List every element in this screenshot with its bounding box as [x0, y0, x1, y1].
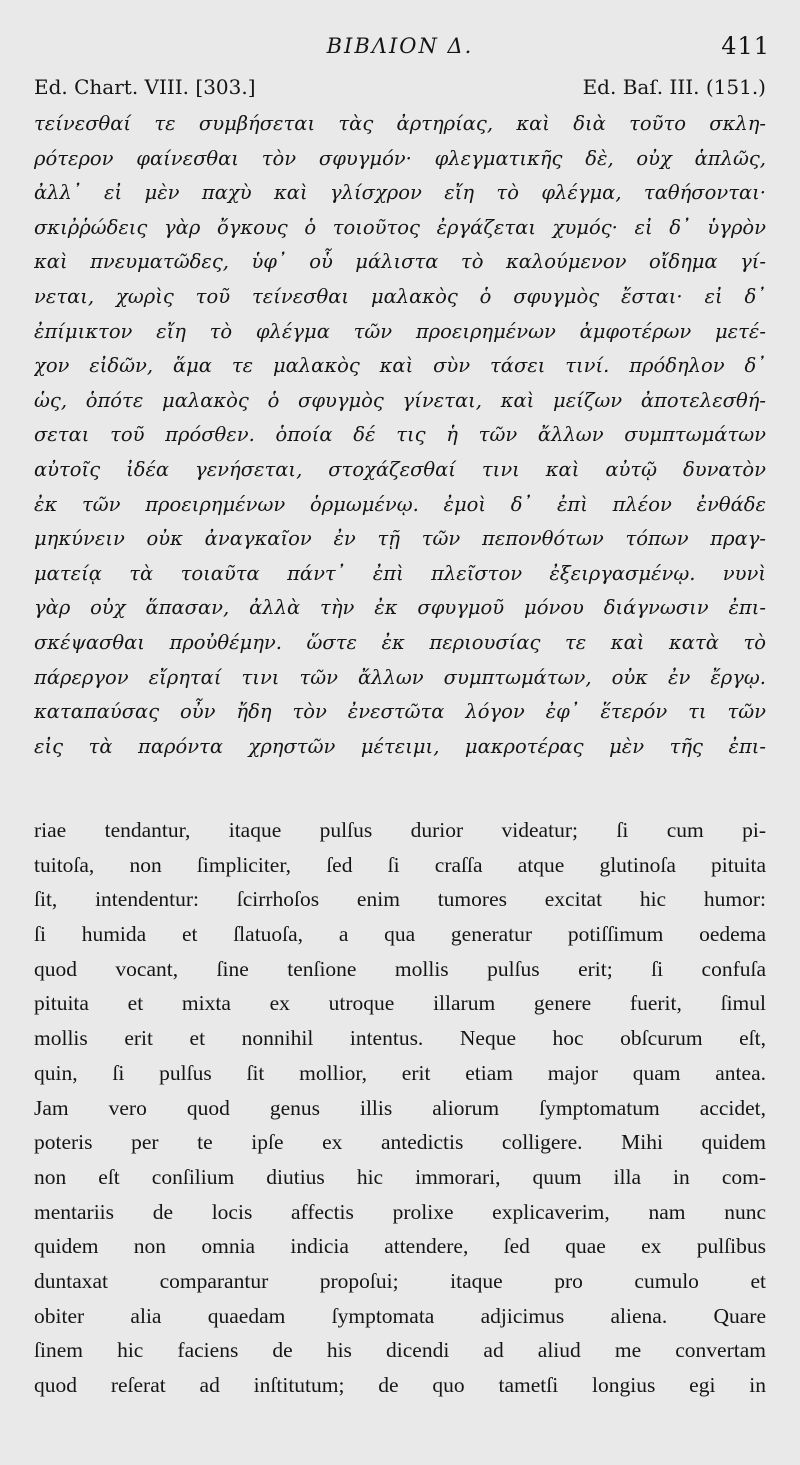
- greek-text-line: ματείᾳ τὰ τοιαῦτα πάντ᾽ ἐπὶ πλεῖστον ἐξειργασμένῳ. νυνὶ: [34, 561, 766, 585]
- greek-text-line: καὶ πνευματῶδες, ὑφ᾽ οὗ μάλιστα τὸ καλούμενον οἴδημα γί-: [34, 250, 766, 274]
- latin-text-line: quin, ſi pulſus ſit mollior, erit etiam major quam antea.: [34, 1060, 766, 1085]
- latin-text-line: quod vocant, ſine tenſione mollis pulſus erit; ſi confuſa: [34, 956, 766, 981]
- book-title: BIBΛΙΟΝ Δ.: [326, 34, 474, 58]
- latin-text-line: quod reſerat ad inſtitutum; de quo tametſi longius egi in: [34, 1373, 766, 1397]
- greek-text-line: εἰς τὰ παρόντα χρηστῶν μέτειμι, μακροτέρας μὲν τῆς ἐπι-: [34, 734, 766, 758]
- greek-text-line: σκιῤῥώδεις γὰρ ὄγκους ὁ τοιοῦτος ἐργάζεται χυμός· εἰ δ᾽ ὑγρὸν: [34, 215, 766, 239]
- latin-text-line: ſi humida et ſlatuoſa, a qua generatur potiſſimum oedema: [34, 922, 766, 947]
- greek-text-line: ρότερον φαίνεσθαι τὸν σφυγμόν· φλεγματικῆς δὲ, οὐχ ἁπλῶς,: [34, 146, 766, 170]
- greek-text-line: ὡς, ὁπότε μαλακὸς ὁ σφυγμὸς γίνεται, καὶ μείζων ἀποτελεσθή-: [34, 388, 766, 412]
- greek-text-line: σκέψασθαι προὐθέμην. ὥστε ἐκ περιουσίας τε καὶ κατὰ τὸ: [34, 630, 766, 654]
- latin-text-line: quidem non omnia indicia attendere, ſed quae ex pulſibus: [34, 1234, 766, 1259]
- edition-chartier-ref: Ed. Chart. VIII. [303.]: [34, 75, 256, 99]
- latin-text-line: tuitoſa, non ſimpliciter, ſed ſi craſſa atque glutinoſa pituita: [34, 852, 766, 877]
- greek-text-line: ἀλλ᾽ εἰ μὲν παχὺ καὶ γλίσχρον εἴη τὸ φλέγμα, ταθήσονται·: [34, 181, 766, 205]
- greek-text-line: σεται τοῦ πρόσθεν. ὁποία δέ τις ἡ τῶν ἄλλων συμπτωμάτων: [34, 423, 766, 447]
- latin-text-line: duntaxat comparantur propoſui; itaque pro cumulo et: [34, 1268, 766, 1293]
- greek-text-line: γὰρ οὐχ ἅπασαν, ἀλλὰ τὴν ἐκ σφυγμοῦ μόνου διάγνωσιν ἐπι-: [34, 596, 766, 620]
- latin-text-line: ſit, intendentur: ſcirrhoſos enim tumores excitat hic humor:: [34, 887, 766, 912]
- greek-text-line: τείνεσθαί τε συμβήσεται τὰς ἀρτηρίας, καὶ διὰ τοῦτο σκλη-: [34, 112, 766, 135]
- latin-text-line: Jam vero quod genus illis aliorum ſymptomatum accidet,: [34, 1095, 766, 1120]
- edition-references: [34, 75, 766, 105]
- latin-text-line: ſinem hic faciens de his dicendi ad aliud me convertam: [34, 1338, 766, 1363]
- running-head: [0, 30, 800, 64]
- latin-text-line: poteris per te ipſe ex antedictis colligere. Mihi quidem: [34, 1130, 766, 1155]
- latin-text-line: riae tendantur, itaque pulſus durior videatur; ſi cum pi-: [34, 818, 766, 842]
- greek-text-line: πάρεργον εἴρηταί τινι τῶν ἄλλων συμπτωμάτων, οὐκ ἐν ἔργῳ.: [34, 665, 766, 689]
- latin-text-line: mollis erit et nonnihil intentus. Neque hoc obſcurum eſt,: [34, 1026, 766, 1051]
- greek-text-line: χον εἰδῶν, ἅμα τε μαλακὸς καὶ σὺν τάσει τινί. πρόδηλον δ᾽: [34, 354, 766, 378]
- latin-text-line: obiter alia quaedam ſymptomata adjicimus aliena. Quare: [34, 1303, 766, 1328]
- page-number: 411: [721, 32, 770, 60]
- latin-text-line: mentariis de locis affectis prolixe explicaverim, nam nunc: [34, 1199, 766, 1224]
- greek-text-line: αὐτοῖς ἰδέα γενήσεται, στοχάζεσθαί τινι καὶ αὐτῷ δυνατὸν: [34, 457, 766, 481]
- edition-basel-ref: Ed. Baſ. III. (151.): [582, 75, 766, 99]
- greek-text-line: νεται, χωρὶς τοῦ τείνεσθαι μαλακὸς ὁ σφυγμὸς ἔσται· εἰ δ᾽: [34, 284, 766, 308]
- greek-text-block: [34, 107, 766, 764]
- latin-text-line: pituita et mixta ex utroque illarum genere fuerit, ſimul: [34, 991, 766, 1016]
- greek-text-line: ἐκ τῶν προειρημένων ὁρμωμένῳ. ἐμοὶ δ᾽ ἐπὶ πλέον ἐνθάδε: [34, 492, 766, 516]
- greek-text-line: ἐπίμικτον εἴη τὸ φλέγμα τῶν προειρημένων ἀμφοτέρων μετέ-: [34, 319, 766, 343]
- latin-text-line: non eſt conſilium diutius hic immorari, quum illa in com-: [34, 1164, 766, 1189]
- greek-text-line: μηκύνειν οὐκ ἀναγκαῖον ἐν τῇ τῶν πεπονθότων τόπων πραγ-: [34, 527, 766, 551]
- latin-text-block: [34, 813, 766, 1403]
- greek-text-line: καταπαύσας οὖν ἤδη τὸν ἐνεστῶτα λόγον ἐφ᾽ ἕτερόν τι τῶν: [34, 700, 766, 724]
